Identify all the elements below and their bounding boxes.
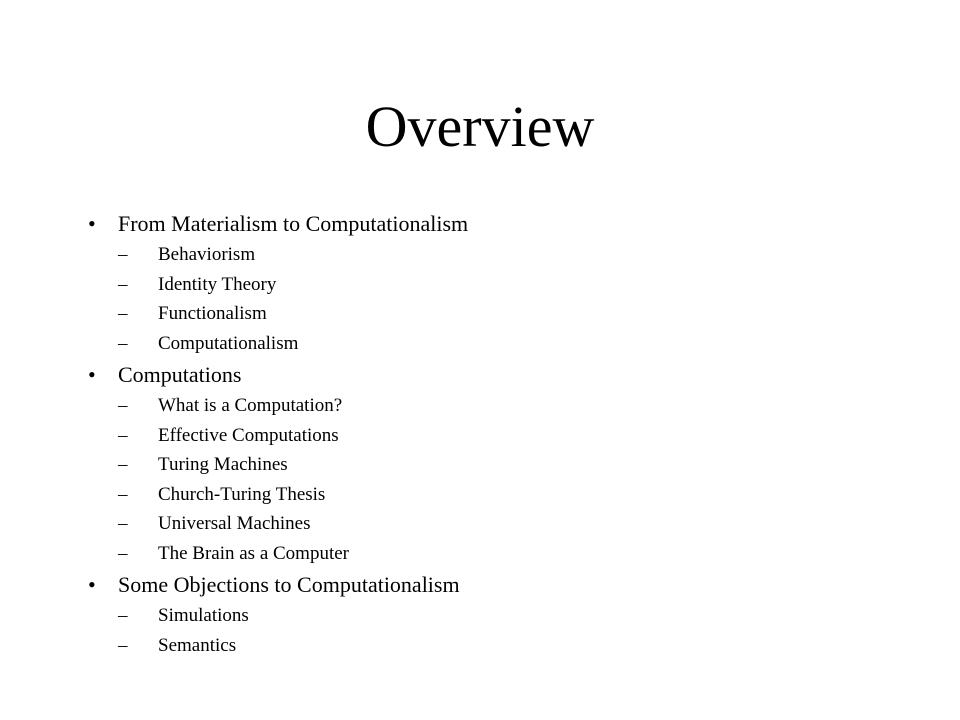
sub-item: [118, 240, 908, 270]
dash-marker: –: [118, 513, 128, 534]
bullet-marker: •: [88, 211, 96, 236]
sub-item: [118, 421, 908, 451]
sub-item: [118, 450, 908, 480]
dash-marker: –: [118, 303, 128, 324]
sub-item: [118, 329, 908, 359]
sub-item-label: The Brain as a Computer: [158, 542, 350, 564]
sub-item-label: Universal Machines: [158, 513, 311, 534]
sub-item: [118, 480, 908, 510]
sub-item-label: Behaviorism: [158, 244, 256, 265]
dash-marker: –: [118, 244, 128, 265]
sub-item-label: Identity Theory: [158, 273, 277, 295]
sub-item-label: What is a Computation?: [158, 395, 343, 416]
sub-item-label: Simulations: [158, 605, 249, 626]
sub-item: [118, 509, 908, 539]
bullet-item: [88, 358, 908, 568]
sub-item-label: Turing Machines: [158, 454, 288, 475]
sub-list: [118, 240, 908, 358]
sub-item-label: Computationalism: [158, 332, 299, 354]
sub-list: [118, 601, 908, 660]
dash-marker: –: [118, 273, 128, 295]
sub-item: [118, 539, 908, 569]
dash-marker: –: [118, 605, 128, 626]
bullet-label: Computations: [118, 362, 242, 387]
slide-title: Overview: [365, 94, 595, 159]
sub-item: [118, 270, 908, 300]
dash-marker: –: [118, 483, 128, 505]
sub-item-label: Functionalism: [158, 303, 267, 324]
bullet-item: [88, 207, 908, 358]
bullet-label: From Materialism to Computationalism: [118, 211, 469, 236]
dash-marker: –: [118, 332, 128, 354]
sub-item-label: Church-Turing Thesis: [158, 483, 326, 505]
sub-item-label: Semantics: [158, 634, 237, 656]
sub-item: [118, 391, 908, 421]
dash-marker: –: [118, 542, 128, 564]
dash-marker: –: [118, 395, 128, 416]
dash-marker: –: [118, 454, 128, 475]
dash-marker: –: [118, 634, 128, 656]
bullet-item: [88, 568, 908, 660]
sub-item: [118, 601, 908, 631]
sub-list: [118, 391, 908, 568]
sub-item: [118, 631, 908, 661]
sub-item: [118, 299, 908, 329]
bullet-label: Some Objections to Computationalism: [118, 572, 460, 597]
sub-item-label: Effective Computations: [158, 424, 339, 446]
bullet-marker: •: [88, 572, 96, 597]
dash-marker: –: [118, 424, 128, 446]
bullet-list: [88, 207, 908, 660]
bullet-marker: •: [88, 362, 96, 387]
